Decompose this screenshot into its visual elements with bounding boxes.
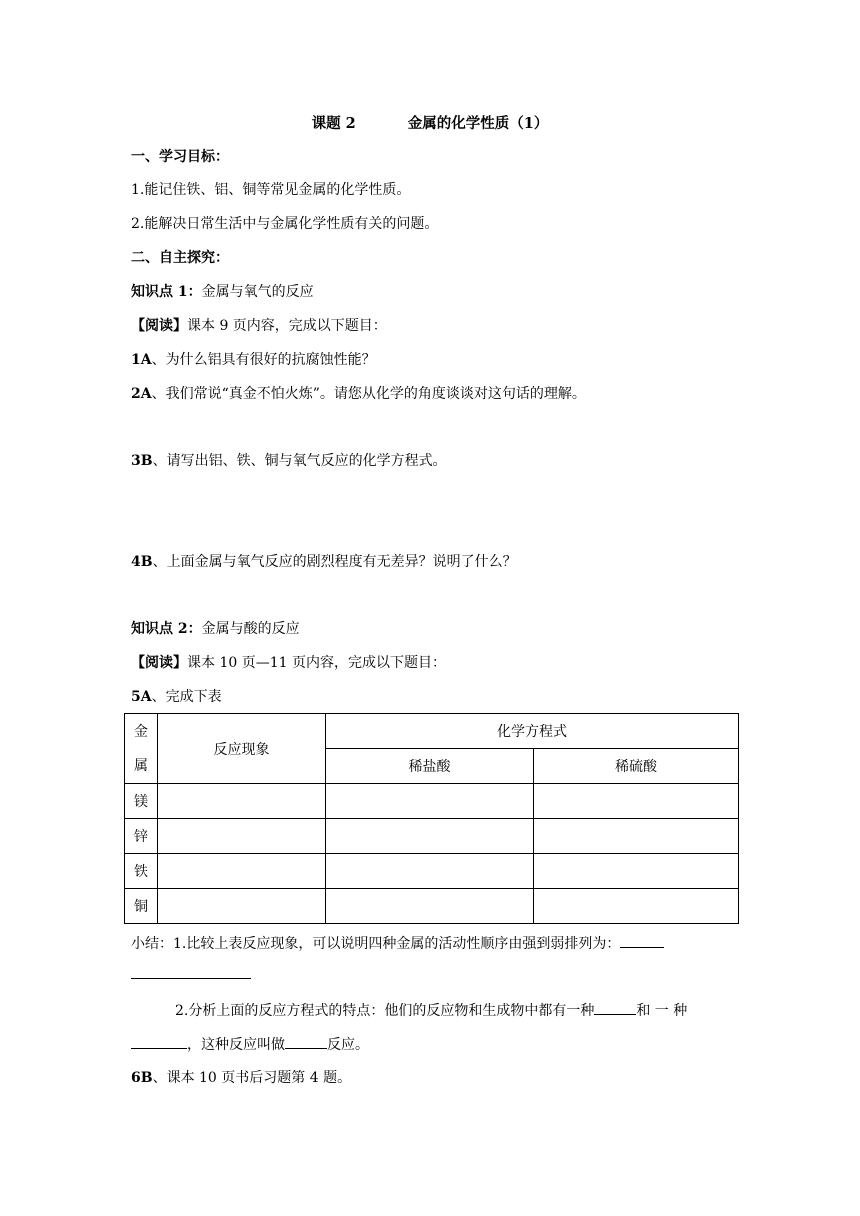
answer-cell[interactable]: [158, 889, 326, 924]
read1-text: 课本 9 页内容，完成以下题目：: [187, 318, 387, 334]
answer-cell[interactable]: [326, 784, 534, 819]
answer-cell[interactable]: [158, 854, 326, 889]
hcl-header: 稀盐酸: [326, 749, 534, 784]
summary-2d: 反应。: [327, 1037, 369, 1053]
table-row: [125, 854, 739, 889]
goal-1: 1.能记住铁、铝、铜等常见金属的化学性质。: [131, 182, 411, 198]
answer-cell[interactable]: [534, 819, 739, 854]
h2so4-header: 稀硫酸: [534, 749, 739, 784]
answer-cell[interactable]: [326, 889, 534, 924]
question-5a: [131, 687, 222, 707]
answer-blank[interactable]: [285, 1033, 327, 1049]
table-row: [125, 784, 739, 819]
read1-label: 【阅读】: [131, 318, 187, 334]
phenomenon-header: 反应现象: [158, 714, 326, 784]
question-6b: [131, 1068, 351, 1088]
summary-2-cont: [131, 1033, 369, 1055]
title-part2: 金属的化学性质（1）: [407, 115, 549, 132]
answer-cell[interactable]: [158, 819, 326, 854]
q3-num: 3B: [131, 453, 153, 469]
metal-header: [125, 714, 158, 784]
summary-2b: 和 一 种: [636, 1003, 688, 1019]
kp1-text: 金属与氧气的反应: [201, 284, 314, 300]
answer-blank[interactable]: [594, 999, 636, 1015]
knowledge-point-2: [131, 619, 300, 639]
q5-num: 5A: [131, 689, 152, 705]
kp1-label: 知识点 1：: [131, 284, 202, 300]
table-row: [125, 819, 739, 854]
summary-2c: ，这种反应叫做: [187, 1037, 285, 1053]
read2-text: 课本 10 页—11 页内容，完成以下题目：: [187, 655, 446, 671]
answer-cell[interactable]: [158, 784, 326, 819]
metal-header-char-2: 属: [134, 757, 148, 774]
metal-cell: 镁: [125, 784, 158, 819]
q1-text: 、为什么铝具有很好的抗腐蚀性能？: [151, 352, 376, 368]
summary-2a: 2.分析上面的反应方程式的特点：他们的反应物和生成物中都有一种: [175, 1003, 595, 1019]
knowledge-point-1: [131, 282, 314, 302]
summary-1: [131, 932, 664, 954]
read2-label: 【阅读】: [131, 655, 187, 671]
question-1a: [131, 350, 376, 370]
kp2-label: 知识点 2：: [131, 621, 202, 637]
q3-text: 、请写出铝、铁、铜与氧气反应的化学方程式。: [152, 453, 447, 469]
answer-cell[interactable]: [534, 784, 739, 819]
section-learning-goals: 一、学习目标：: [131, 149, 229, 165]
q2-num: 2A: [131, 386, 152, 402]
table-row: [125, 889, 739, 924]
q4-num: 4B: [131, 554, 153, 570]
answer-cell[interactable]: [326, 854, 534, 889]
answer-cell[interactable]: [534, 889, 739, 924]
summary-1-text: 小结：1.比较上表反应现象，可以说明四种金属的活动性顺序由强到弱排列为：: [131, 936, 621, 952]
metal-cell: 锌: [125, 819, 158, 854]
question-2a: [131, 384, 586, 404]
summary-2: [175, 999, 687, 1021]
q2-text: 、我们常说“真金不怕火炼”。请您从化学的角度谈谈对这句话的理解。: [151, 386, 586, 402]
reading-1: [131, 316, 387, 336]
question-4b: [131, 552, 517, 572]
answer-cell[interactable]: [326, 819, 534, 854]
answer-blank[interactable]: [131, 1033, 187, 1049]
page-title: [0, 112, 860, 133]
metal-cell: 铜: [125, 889, 158, 924]
metal-acid-table: [124, 713, 739, 924]
metal-header-char-1: 金: [134, 723, 148, 740]
q4-text: 、上面金属与氧气反应的剧烈程度有无差异？说明了什么？: [152, 554, 517, 570]
metal-cell: 铁: [125, 854, 158, 889]
question-3b: [131, 451, 447, 471]
reading-2: [131, 653, 446, 673]
section-self-explore: 二、自主探究：: [131, 250, 229, 266]
q1-num: 1A: [131, 352, 152, 368]
equation-header: 化学方程式: [326, 714, 739, 749]
kp2-text: 金属与酸的反应: [201, 621, 300, 637]
goal-2: 2.能解决日常生活中与金属化学性质有关的问题。: [131, 216, 439, 232]
q6-num: 6B: [131, 1070, 153, 1086]
answer-blank[interactable]: [131, 978, 251, 979]
answer-blank[interactable]: [620, 932, 664, 948]
q6-text: 、课本 10 页书后习题第 4 题。: [152, 1070, 352, 1086]
q5-text: 、完成下表: [151, 689, 222, 705]
answer-cell[interactable]: [534, 854, 739, 889]
title-part1: 课题 2: [311, 115, 356, 132]
